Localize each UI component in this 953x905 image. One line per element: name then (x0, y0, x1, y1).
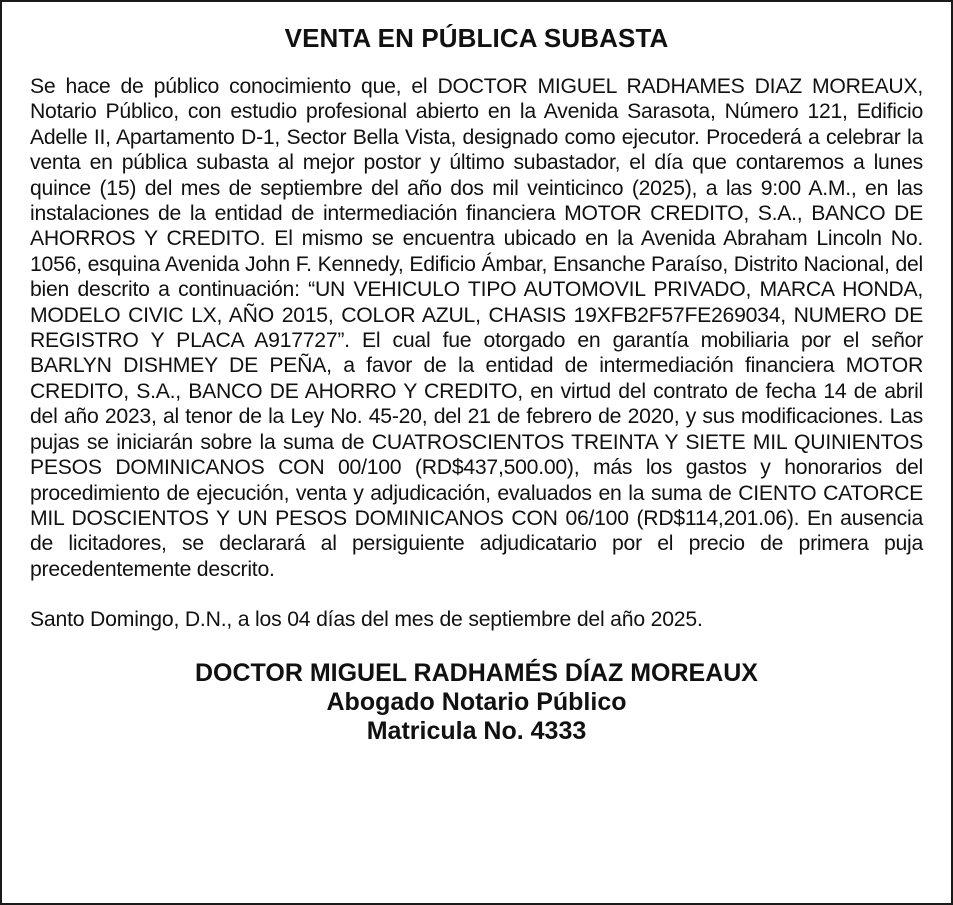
notice-body: Se hace de público conocimiento que, el DOCTOR MIGUEL RADHAMES DIAZ MOREAUX, Notario Público, con estudio profesional abierto en la Avenida Sarasota, Número 121, Edificio Adelle II, Apartamento D-1, Sector Bella Vista, designado como ejecutor. Procederá a celebrar la venta en pública subasta al mejor postor y último subastador, el día que contaremos a lunes quince (15) del mes de septiembre del año dos mil veinticinco (2025), a las 9:00 A.M., en las instalaciones de la entidad de intermediación financiera MOTOR CREDITO, S.A., BANCO DE AHORROS Y CREDITO. El mismo se encuentra ubicado en la Avenida Abraham Lincoln No. 1056, esquina Avenida John F. Kennedy, Edificio Ámbar, Ensanche Paraíso, Distrito Nacional, del bien descrito a continuación: “UN VEHICULO TIPO AUTOMOVIL PRIVADO, MARCA HONDA, MODELO CIVIC LX, AÑO 2015, COLOR AZUL, CHASIS 19XFB2F57FE269034, NUMERO DE REGISTRO Y PLACA A917727”. El cual fue otorgado en garantía mobiliaria por el señor BARLYN DISHMEY DE PEÑA, a favor de la entidad de intermediación financiera MOTOR CREDITO, S.A., BANCO DE AHORRO Y CREDITO, en virtud del contrato de fecha 14 de abril del año 2023, al tenor de la Ley No. 45-20, del 21 de febrero de 2020, y sus modificaciones. Las pujas se iniciarán sobre la suma de CUATROSCIENTOS TREINTA Y SIETE MIL QUINIENTOS PESOS DOMINICANOS CON 00/100 (RD$437,500.00), más los gastos y honorarios del procedimiento de ejecución, venta y adjudicación, evaluados en la suma de CIENTO CATORCE MIL DOSCIENTOS Y UN PESOS DOMINICANOS CON 06/100 (RD$114,201.06). En ausencia de licitadores, se declarará al persiguiente adjudicatario por el precio de primera puja precedentemente descrito. (30, 75, 923, 581)
signature-block (30, 659, 923, 746)
signatory-registration: Matricula No. 4333 (366, 717, 587, 746)
signatory-role: Abogado Notario Público (326, 688, 627, 717)
signatory-name: DOCTOR MIGUEL RADHAMÉS DÍAZ MOREAUX (195, 659, 758, 688)
place-and-date: Santo Domingo, D.N., a los 04 días del mes de septiembre del año 2025. (30, 608, 703, 632)
notice-title: VENTA EN PÚBLICA SUBASTA (284, 23, 669, 53)
